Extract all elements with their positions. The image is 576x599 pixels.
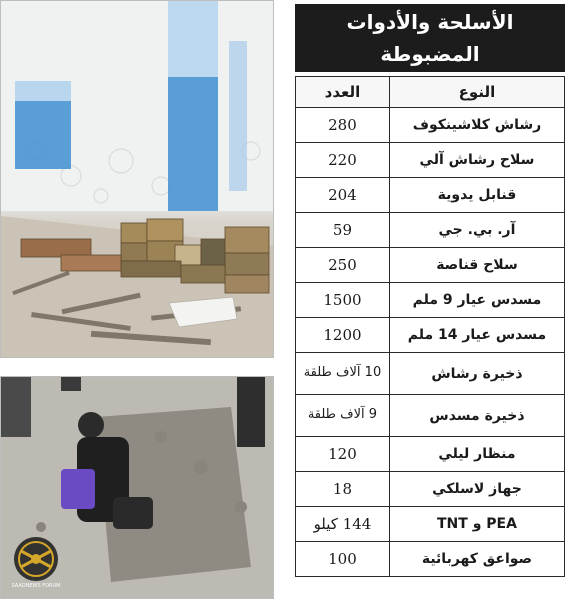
weapons-table xyxy=(295,76,565,577)
title-line-2: المضبوطة xyxy=(380,42,480,66)
row-type: ذخيرة مسدس xyxy=(389,395,564,437)
count-column-header: العدد xyxy=(296,77,390,108)
row-type: صواعق كهربائية xyxy=(389,542,564,577)
row-count: 1500 xyxy=(296,283,390,318)
row-type: جهاز لاسلكي xyxy=(389,472,564,507)
row-count: 144 كيلو xyxy=(296,507,390,542)
row-count: 9 آلاف طلقة xyxy=(296,395,390,437)
table-row xyxy=(296,248,565,283)
row-type: مسدس عيار 14 ملم xyxy=(389,318,564,353)
row-count: 204 xyxy=(296,178,390,213)
table-row xyxy=(296,437,565,472)
table-row xyxy=(296,143,565,178)
table-row xyxy=(296,108,565,143)
row-count: 1200 xyxy=(296,318,390,353)
table-row xyxy=(296,353,565,395)
row-count: 250 xyxy=(296,248,390,283)
table-row xyxy=(296,395,565,437)
row-count: 280 xyxy=(296,108,390,143)
row-type: مسدس عيار 9 ملم xyxy=(389,283,564,318)
seized-weapons-table-panel xyxy=(287,0,576,597)
table-row xyxy=(296,472,565,507)
row-type: سلاح قناصة xyxy=(389,248,564,283)
table-row xyxy=(296,283,565,318)
row-count: 120 xyxy=(296,437,390,472)
row-type: قنابل يدوية xyxy=(389,178,564,213)
row-count: 10 آلاف طلقة xyxy=(296,353,390,395)
row-type: منظار ليلي xyxy=(389,437,564,472)
seized-weapons-room-photo xyxy=(0,0,274,358)
row-type: TNT و PEA xyxy=(389,507,564,542)
table-row xyxy=(296,542,565,577)
forum-logo-watermark xyxy=(7,533,65,593)
row-type: ذخيرة رشاش xyxy=(389,353,564,395)
row-type: سلاح رشاش آلي xyxy=(389,143,564,178)
row-type: رشاش كلاشينكوف xyxy=(389,108,564,143)
room-photo-illustration xyxy=(1,1,273,357)
table-row xyxy=(296,318,565,353)
excavation-search-photo xyxy=(0,376,274,599)
row-count: 220 xyxy=(296,143,390,178)
table-row xyxy=(296,178,565,213)
type-column-header: النوع xyxy=(389,77,564,108)
table-title xyxy=(295,4,565,72)
table-row xyxy=(296,213,565,248)
row-type: آر. بي. جي xyxy=(389,213,564,248)
row-count: 18 xyxy=(296,472,390,507)
table-row xyxy=(296,507,565,542)
forum-logo-text: SAADNEWS FORUM xyxy=(11,583,61,589)
title-line-1: الأسلحة والأدوات xyxy=(346,10,514,34)
table-header-row xyxy=(296,77,565,108)
row-count: 100 xyxy=(296,542,390,577)
row-count: 59 xyxy=(296,213,390,248)
